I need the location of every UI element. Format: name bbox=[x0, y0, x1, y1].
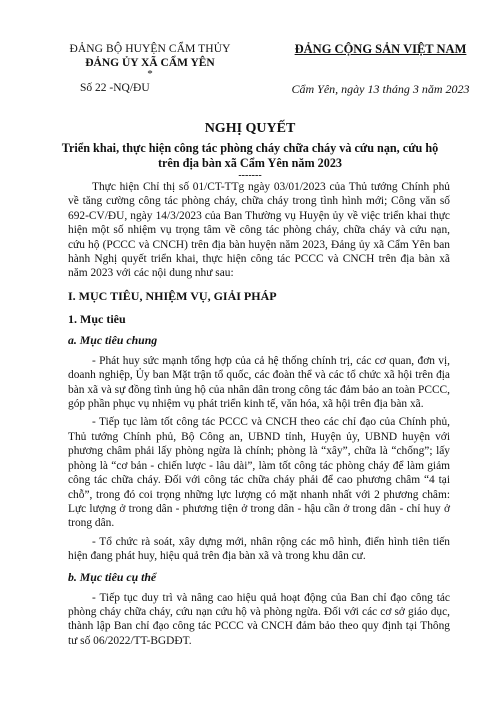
body-paragraph: - Tổ chức rà soát, xây dựng mới, nhân rộng các mô hình, điển hình tiên tiến hiện đang phát huy, hiệu quả trên địa bàn xã và trong khu dân cư. bbox=[68, 535, 450, 563]
party-committee-name: ĐẢNG BỘ HUYỆN CẨM THỦY bbox=[69, 43, 231, 55]
document-subject: Triển khai, thực hiện công tác phòng cháy chữa cháy và cứu nạn, cứu hộ trên địa bàn xã Cẩm Yên năm 2023 bbox=[61, 141, 439, 170]
body-paragraph: - Tiếp tục duy trì và nâng cao hiệu quả hoạt động của Ban chỉ đạo công tác phòng cháy chữa cháy, cứu nạn cứu hộ và phòng ngừa. Đối với các cơ sở giáo dục, thành lập Ban chỉ đạo công tác PCCC và CNCH đảm bảo theo quy định tại Thông tư số 06/2022/TT-BGDĐT. bbox=[68, 591, 450, 647]
body-paragraph: - Tiếp tục làm tốt công tác PCCC và CNCH theo các chỉ đạo của Chính phủ, Thủ tướng Chính phủ, Bộ Công an, UBND tỉnh, Huyện ủy, UBND huyện với phương châm phải lấy phòng ngừa là chính; phòng là “xây”, chữa là “chống”; lấy phòng là “cơ bản - chiến lược - lâu dài”, làm tốt công tác phòng cháy để làm giảm công tác chữa cháy. Đối với công tác chữa cháy phải để cao phương châm “4 tại chỗ”, trong đó coi trọng những lực lượng có mặt nhanh nhất với 2 phương châm: Lực lượng ở trong dân - phương tiện ở trong dân - hậu cần ở trong dân - chỉ huy ở trong dân. bbox=[68, 416, 450, 530]
party-name: ĐẢNG CỘNG SẢN VIỆT NAM bbox=[294, 42, 467, 56]
document-header bbox=[0, 42, 500, 112]
title-separator: ------- bbox=[238, 170, 262, 181]
national-header bbox=[278, 42, 483, 96]
intro-paragraph: Thực hiện Chỉ thị số 01/CT-TTg ngày 03/01/2023 của Thủ tướng Chính phủ về tăng cường công tác phòng cháy, chữa cháy trong tình hình mới; Công văn số 692-CV/ĐU, ngày 14/3/2023 của Ban Thường vụ Huyện ủy về việc triển khai thực hiện một số nhiệm vụ trọng tâm về công tác phòng cháy, chữa cháy và cứu nạn, cứu hộ (PCCC và CNCH) trên địa bàn huyện năm 2023, Đảng ủy xã Cẩm Yên ban hành Nghị quyết triển khai, thực hiện công tác PCCC và CNCH trên địa bàn xã năm 2023 với các nội dung như sau: bbox=[68, 181, 450, 280]
star-separator: * bbox=[147, 68, 153, 80]
commune-committee-name: ĐẢNG ỦY XÃ CẨM YÊN bbox=[85, 57, 215, 69]
title-block bbox=[0, 121, 500, 181]
body-paragraph: - Phát huy sức mạnh tổng hợp của cả hệ thống chính trị, các cơ quan, đơn vị, doanh nghiệp, Ủy ban Mặt trận tổ quốc, các đoàn thể và các tổ chức xã hội trên địa bàn xã và sự đồng tình ủng hộ của nhân dân trong công tác đảm bảo an toàn PCCC, góp phần phục vụ nhiệm vụ phát triển kinh tế, văn hóa, xã hội trên địa bàn xã. bbox=[68, 354, 450, 411]
subsection-heading: 1. Mục tiêu bbox=[68, 311, 126, 326]
section-heading: I. MỤC TIÊU, NHIỆM VỤ, GIẢI PHÁP bbox=[68, 288, 277, 303]
place-date: Cẩm Yên, ngày 13 tháng 3 năm 2023 bbox=[291, 82, 470, 96]
document-type: NGHỊ QUYẾT bbox=[204, 121, 296, 136]
document-body bbox=[68, 180, 450, 652]
document-number: Số 22 -NQ/ĐU bbox=[80, 82, 150, 94]
subsection-heading: b. Mục tiêu cụ thể bbox=[68, 569, 157, 584]
issuing-authority bbox=[60, 42, 240, 95]
subsection-heading: a. Mục tiêu chung bbox=[68, 332, 158, 347]
